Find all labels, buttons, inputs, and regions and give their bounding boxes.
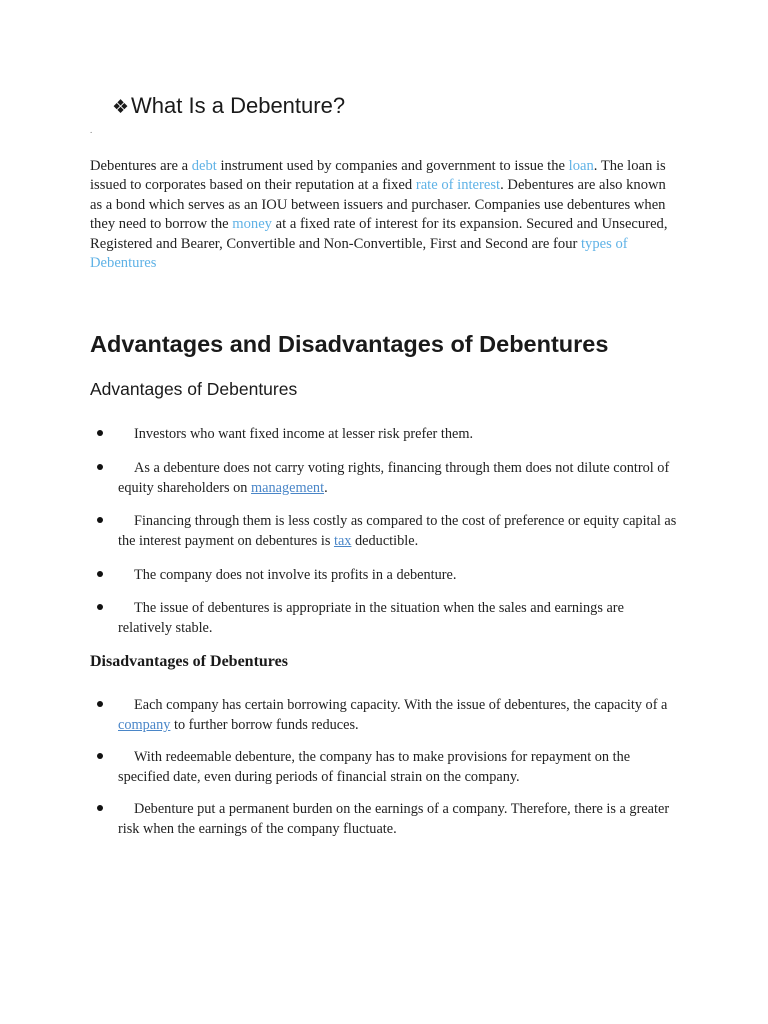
intro-text-4: . Debentures are also known as a bond which serves as an IOU between issuers and purchaser. Companies use debentures when they need to borrow the — [90, 177, 666, 233]
intro-text-1: Debentures are a — [90, 158, 192, 174]
disadvantages-heading: Disadvantages of Debentures — [90, 653, 288, 670]
bullet-icon — [97, 701, 103, 707]
list-item — [0, 565, 768, 585]
debt-link[interactable]: debt — [191, 158, 217, 174]
list-item-text: The company does not involve its profits in a debenture. — [134, 566, 457, 583]
rate-of-interest-link[interactable]: rate of interest — [415, 177, 501, 194]
company-link[interactable]: company — [118, 717, 171, 733]
list-item — [0, 799, 768, 839]
loan-link[interactable]: loan — [568, 158, 594, 174]
money-link[interactable]: money — [232, 216, 272, 233]
advantages-list — [0, 424, 768, 652]
list-item — [0, 424, 768, 444]
list-item-text: Debenture put a permanent burden on the earnings of a company. Therefore, there is a greater risk when the earnings of the company fluctuate. — [118, 801, 670, 837]
list-item-text-b: to further borrow funds reduces. — [170, 717, 359, 733]
bullet-icon — [97, 464, 103, 470]
bullet-icon — [97, 517, 103, 523]
bullet-icon — [97, 805, 103, 811]
list-item — [0, 598, 768, 638]
list-item-text-a: As a debenture does not carry voting rights, financing through them does not dilute control of equity shareholders on — [118, 459, 670, 496]
list-item-text: With redeemable debenture, the company has to make provisions for repayment on the specified date, even during periods of financial strain on the company. — [118, 749, 631, 785]
list-item-text-a: Each company has certain borrowing capacity. With the issue of debentures, the capacity of a — [134, 697, 668, 713]
list-item-text — [118, 695, 678, 735]
bullet-icon — [97, 753, 103, 759]
bullet-icon — [97, 604, 103, 610]
main-heading: Advantages and Disadvantages of Debentures — [90, 331, 609, 357]
types-of-debentures-link[interactable]: types of Debentures — [90, 235, 628, 272]
list-item — [0, 511, 768, 551]
bullet-icon — [97, 430, 103, 436]
advantages-heading: Advantages of Debentures — [90, 379, 298, 399]
bullet-icon — [97, 571, 103, 577]
list-item-text-b: deductible. — [351, 533, 419, 549]
list-item-text-a: Financing through them is less costly as compared to the cost of preference or equity capital as the interest payment on debentures is — [118, 513, 677, 549]
list-item-text: Investors who want fixed income at lesser risk prefer them. — [134, 426, 474, 442]
list-item — [0, 747, 768, 787]
list-item — [0, 695, 768, 735]
stray-dot: . — [90, 125, 93, 135]
intro-text-3: . The loan is issued to corporates based on their reputation at a fixed — [90, 158, 666, 194]
diamond-bullet-icon: ❖ — [112, 96, 130, 118]
intro-text-5: at a fixed rate of interest for its expansion. Secured and Unsecured, Registered and Bearer, Convertible and Non-Convertible, First and Second are four — [90, 216, 668, 252]
list-item-text-b: . — [324, 479, 328, 496]
intro-text-2: instrument used by companies and government to issue the — [216, 158, 569, 174]
list-item-text — [118, 511, 678, 551]
management-link[interactable]: management — [251, 479, 325, 496]
debenture-heading-text: What Is a Debenture? — [131, 93, 346, 118]
intro-paragraph — [90, 157, 680, 273]
list-item-text: The issue of debentures is appropriate in the situation when the sales and earnings are relatively stable. — [118, 600, 624, 636]
debenture-heading — [112, 93, 345, 119]
tax-link[interactable]: tax — [333, 533, 352, 549]
list-item — [0, 458, 768, 498]
list-item-text — [118, 458, 678, 498]
disadvantages-list — [0, 695, 768, 851]
